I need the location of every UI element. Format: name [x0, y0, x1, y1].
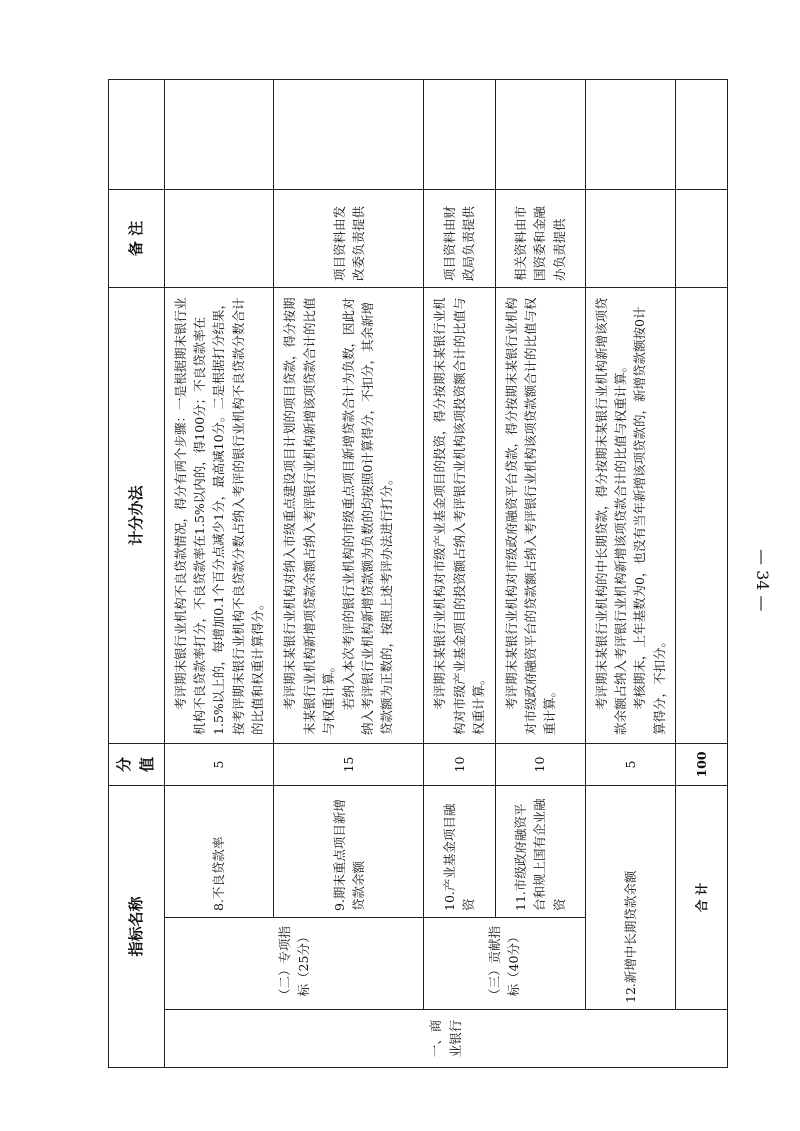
total-label: 合 计 — [676, 785, 728, 1009]
indicator-score: 5 — [585, 743, 676, 785]
header-score: 分值 — [109, 743, 165, 785]
indicator-note — [164, 189, 274, 287]
indicator-note — [585, 189, 676, 287]
group-special: （二）专项指标（25分） — [164, 918, 424, 1010]
blank-cell — [495, 79, 585, 189]
indicator-name: 11.市级政府融资平台和规上国有企业融资 — [495, 785, 585, 917]
blank-cell — [424, 79, 495, 189]
page-number: — 34 — — [753, 548, 772, 612]
indicator-note: 项目资料由发改委负责提供 — [274, 189, 424, 287]
indicator-method: 考评期末某银行业机构对市级产业基金项目的投资，得分按期末某银行业机构对市级产业基金项目的投资额占纳入考评银行业机构该项投资额合计的比值与权重计算。 — [424, 287, 495, 743]
indicator-score: 10 — [424, 743, 495, 785]
header-blank — [109, 79, 165, 189]
indicator-name: 9.期末重点项目新增贷款余额 — [274, 785, 424, 917]
header-method: 计分办法 — [109, 287, 165, 743]
table-row — [164, 79, 274, 1067]
category-cell: 一、商业银行 — [164, 1010, 728, 1068]
rotated-page — [108, 80, 709, 1068]
indicator-score: 5 — [164, 743, 274, 785]
blank-cell — [676, 79, 728, 189]
indicator-name: 10.产业基金项目融资 — [424, 785, 495, 917]
indicator-name: 8.不良贷款率 — [164, 785, 274, 917]
indicator-method: 考评期末某银行业机构的中长期贷款，得分按期末某银行业机构新增该项贷款余额占纳入考评银行业机构新增该项贷款合计的比值与权重计算。 考核期末，上年基数为0，也没有当年新增该项贷款的，新增贷款额按0计算得分，不扣分。 — [585, 287, 676, 743]
table-row — [424, 79, 495, 1067]
indicator-table — [108, 79, 728, 1068]
blank-cell — [676, 287, 728, 743]
header-row — [109, 79, 165, 1067]
group-contribution: （三）贡献指标（40分） — [424, 918, 585, 1010]
indicator-score: 10 — [495, 743, 585, 785]
blank-cell — [676, 189, 728, 287]
indicator-method: 考评期末银行业机构不良贷款情况，得分有两个步骤：一是根据期末银行业机构不良贷款率打分，不良贷款率在1.5%以内的，得100分；不良贷款率在1.5%以上的，每增加0.1个百分点减少1分，最高减10分。二是根据打分结果，按考评期末银行业机构不良贷款分数占纳入考评的银行业机构不良贷款分数合计的比值和权重计算得分。 — [164, 287, 274, 743]
blank-cell — [585, 79, 676, 189]
indicator-method: 考评期末某银行业机构对市级政府融资平台贷款，得分按期末某银行业机构对市级政府融资平台的贷款额占纳入考评银行业机构该项贷款额合计的比值与权重计算。 — [495, 287, 585, 743]
indicator-note: 项目资料由财政局负责提供 — [424, 189, 495, 287]
indicator-name: 12.新增中长期贷款余额 — [585, 785, 676, 1009]
indicator-note: 相关资料由市国资委和金融办负责提供 — [495, 189, 585, 287]
indicator-score: 15 — [274, 743, 424, 785]
table-row — [585, 79, 676, 1067]
indicator-method: 考评期末某银行业机构对纳入市级重点建设项目计划的项目贷款，得分按期末某银行业机构新增项贷款余额占纳入考评银行业机构新增该项贷款合计的比值与权重计算。 若纳入本次考评的银行业机构的市级重点项目新增贷款合计为负数，因此对纳入考评银行业机构新增贷款额为负数的均按照0计算得分，不扣分，其余新增贷款额为正数的，按照上述考评办法进行打分。 — [274, 287, 424, 743]
header-indicator: 指标名称 — [109, 785, 165, 1067]
total-score: 100 — [676, 743, 728, 785]
header-note: 备 注 — [109, 189, 165, 287]
blank-cell — [274, 79, 424, 189]
blank-cell — [164, 79, 274, 189]
